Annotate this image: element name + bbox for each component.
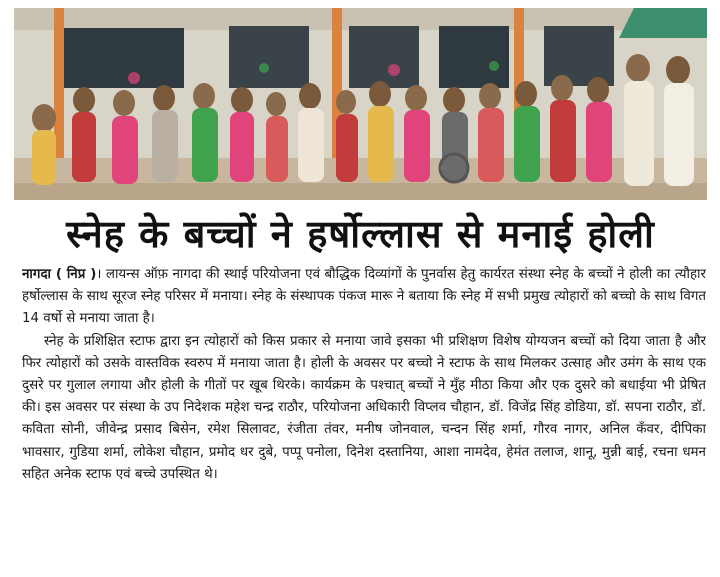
paragraph-2: स्नेह के प्रशिक्षित स्टाफ द्वारा इन त्योहारों को किस प्रकार से मनाया जावे इसका भी प्रशिक्षण विशेष योग्यजन बच्चों को दिया जाता है और फिर त्योहारों को उसके वास्तविक स्वरुप में मनाया जाता है। होली के अवसर पर बच्चो ने स्टाफ के साथ मिलकर उत्साह और उमंग के साथ एक दुसरे पर गुलाल लगाया और होली के गीतों पर खूब थिरके। कार्यक्रम के पश्चात् बच्चों ने मुँह मीठा किया और एक दुसरे को बधाईया भी प्रेषित की। इस अवसर पर संस्था के उप निदेशक महेश चन्द्र राठौर, परियोजना अधिकारी विप्लव चौहान, डॉ. विजेंद्र सिंह डोडिया, डॉ. सपना राठौर, डॉ. कविता सोनी, जीवेन्द्र प्रसाद बिसेन, रमेश सिलावट, रंजीता तंवर, मनीष जोनवाल, चन्दन सिंह शर्मा, गौरव नागर, अनिल कँवर, दीपिका भावसार, गुडिया शर्मा, लोकेश चौहान, प्रमोद धर दुबे, पप्पू पनोला, दिनेश दस्तानिया, आशा नामदेव, हेमंत तलाज, शानू, मुन्नी बाई, रचना धमन सहित अनेक स्टाफ एवं बच्चे उपस्थित थे। [22,333,706,482]
holi-celebration-image [14,8,707,200]
dateline: नागदा ( निप्र ) [22,267,97,282]
headline: स्नेह के बच्चों ने हर्षोल्लास से मनाई होली [66,212,655,256]
group-photo [14,8,707,200]
article-body [22,264,706,570]
paragraph-1 [22,264,706,331]
paragraph-1-text: । लायन्स ऑफ़ नागदा की स्थाई परियोजना एवं बौद्धिक दिव्यांगों के पुनर्वास हेतु कार्यरत संस्था स्नेह के बच्चों ने होली का त्यौहार हर्षोल्लास के साथ सूरज स्नेह परिसर में मनाया। स्नेह के संस्थापक पंकज मारू ने बताया कि स्नेह में सभी प्रमुख त्योहारों को बच्चो के साथ विगत 14 वर्षो से मनाया जाता है। [22,267,706,327]
